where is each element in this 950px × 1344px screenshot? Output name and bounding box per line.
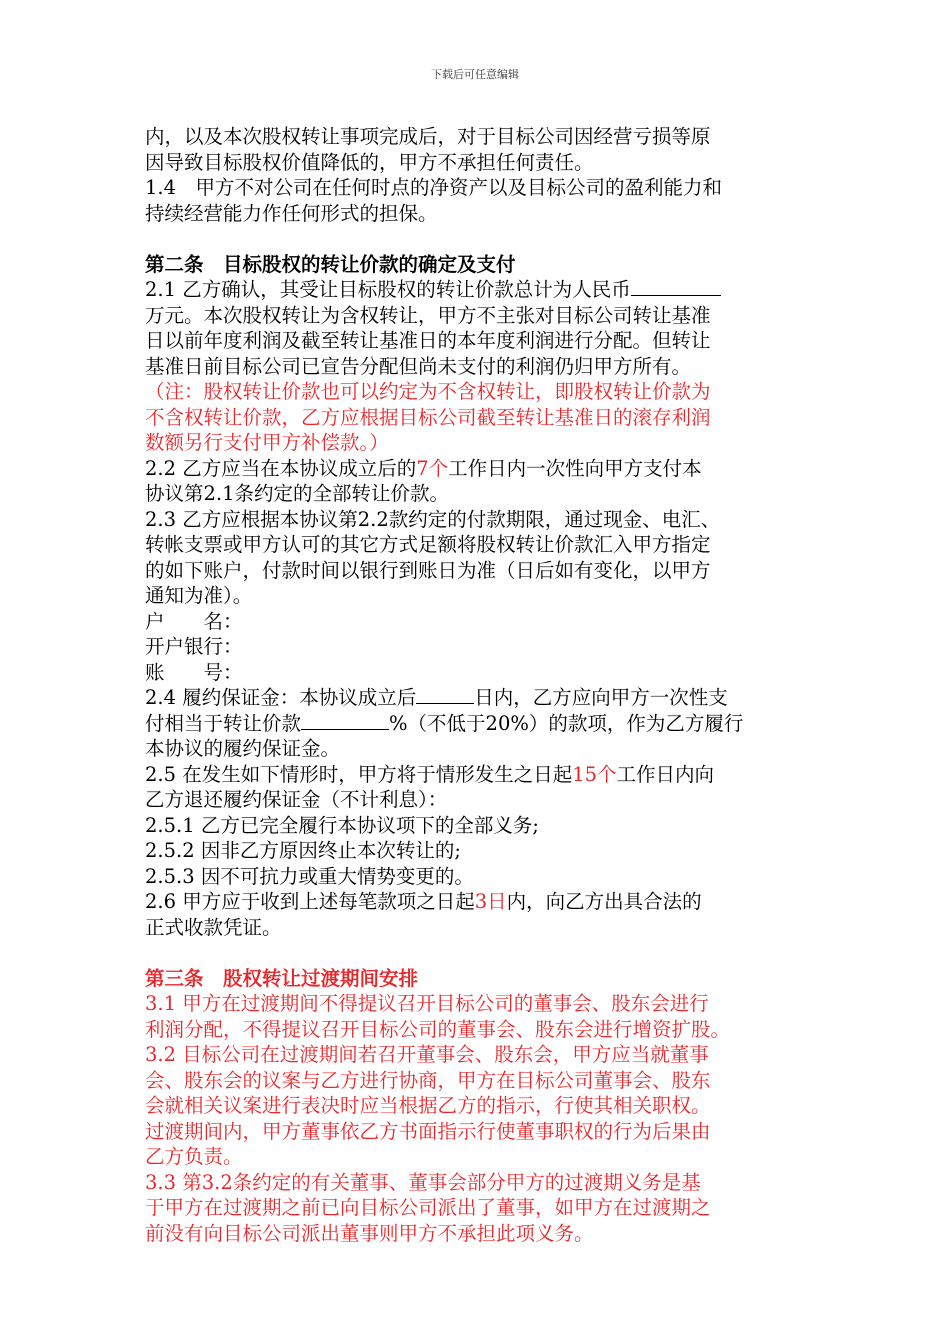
text-line: 乙方负责。 [145, 1145, 243, 1168]
document-body [145, 124, 815, 1246]
clause-2-5-text: 工作日内向 [616, 762, 715, 786]
clause-2-2 [145, 456, 815, 482]
clause-2-2-text: 工作日内一次性向甲方支付本 [448, 456, 702, 480]
text-line: 过渡期间内，甲方董事依乙方书面指示行使董事职权的行为后果由 [145, 1119, 711, 1143]
percent-blank [301, 712, 389, 730]
clause-2-3: 2.3 乙方应根据本协议第2.2款约定的付款期限，通过现金、电汇、 [145, 507, 721, 531]
clause-2-5-text: 2.5 在发生如下情形时，甲方将于情形发生之日起 [145, 762, 573, 786]
text-line [145, 711, 815, 737]
clause-2-5-1: 2.5.1 乙方已完全履行本协议项下的全部义务; [145, 813, 539, 837]
text-line: 持续经营能力作任何形式的担保。 [145, 201, 438, 225]
clause-2-1 [145, 277, 815, 303]
text-line: 利润分配，不得提议召开目标公司的董事会、股东会进行增资扩股。 [145, 1017, 731, 1041]
price-blank [631, 278, 721, 296]
article-2-heading: 第二条 目标股权的转让价款的确定及支付 [145, 252, 516, 276]
text-line: 前没有向目标公司派出董事则甲方不承担此项义务。 [145, 1221, 594, 1245]
clause-2-6 [145, 889, 815, 915]
clause-2-4-text: 2.4 履约保证金：本协议成立后 [145, 686, 417, 709]
text-line: 内，以及本次股权转让事项完成后，对于目标公司因经营亏损等原 [145, 125, 711, 148]
note-line: 数额另行支付甲方补偿款。） [145, 431, 389, 454]
article-3-heading: 第三条 股权转让过渡期间安排 [145, 966, 419, 990]
clause-3-2: 3.2 目标公司在过渡期间若召开董事会、股东会，甲方应当就董事 [145, 1043, 709, 1066]
bank-label: 开户银行： [145, 635, 243, 658]
highlight-days: 7个 [416, 456, 449, 480]
clause-2-2-text: 2.2 乙方应当在本协议成立后的 [145, 456, 417, 480]
clause-3-3: 3.3 第3.2条约定的有关董事、董事会部分甲方的过渡期义务是基 [145, 1170, 701, 1194]
clause-2-5-2: 2.5.2 因非乙方原因终止本次转让的; [145, 839, 461, 862]
clause-2-4 [145, 685, 815, 711]
text-line: 基准日前目标公司已宣告分配但尚未支付的利润仍归甲方所有。 [145, 354, 692, 378]
clause-2-5 [145, 762, 815, 788]
text-line: 日以前年度利润及截至转让基准日的本年度利润进行分配。但转让 [145, 329, 711, 352]
text-line: 通知为准）。 [145, 584, 253, 607]
account-name-label: 户 名： [145, 609, 243, 633]
text-line: 于甲方在过渡期之前已向目标公司派出了董事，如甲方在过渡期之 [145, 1196, 711, 1219]
clause-2-5-3: 2.5.3 因不可抗力或重大情势变更的。 [145, 864, 474, 888]
highlight-days: 15个 [572, 762, 617, 786]
text-line: 乙方退还履约保证金（不计利息）： [145, 788, 448, 811]
clause-1-4: 1.4 甲方不对公司在任何时点的净资产以及目标公司的盈利能力和 [145, 176, 723, 199]
days-blank [416, 686, 474, 704]
clause-2-6-text: 内，向乙方出具合法的 [506, 890, 702, 913]
clause-2-4-text: 日内，乙方应向甲方一次性支 [474, 686, 728, 709]
text-line: 的如下账户，付款时间以银行到账日为准（日后如有变化，以甲方 [145, 558, 711, 582]
clause-2-4-text: %（不低于20%）的款项，作为乙方履行 [389, 711, 744, 735]
text-line: 协议第2.1条约定的全部转让价款。 [145, 482, 450, 505]
text-line: 本协议的履约保证金。 [145, 737, 341, 760]
text-line: 万元。本次股权转让为含权转让，甲方不主张对目标公司转让基准 [145, 303, 711, 327]
note-line: 不含权转让价款，乙方应根据目标公司截至转让基准日的滚存利润 [145, 405, 711, 429]
page-header: 下载后可任意编辑 [431, 68, 519, 81]
note-line: （注：股权转让价款也可以约定为不含权转让，即股权转让价款为 [145, 380, 711, 403]
text-line: 因导致目标股权价值降低的，甲方不承担任何责任。 [145, 150, 594, 174]
text-line: 转帐支票或甲方认可的其它方式足额将股权转让价款汇入甲方指定 [145, 533, 711, 556]
text-line: 会就相关议案进行表决时应当根据乙方的指示，行使其相关职权。 [145, 1094, 711, 1117]
account-number-label: 账 号： [145, 660, 243, 684]
clause-2-6-text: 2.6 甲方应于收到上述每笔款项之日起 [145, 890, 475, 913]
clause-3-1: 3.1 甲方在过渡期间不得提议召开目标公司的董事会、股东会进行 [145, 992, 709, 1015]
text-line: 会、股东会的议案与乙方进行协商，甲方在目标公司董事会、股东 [145, 1068, 711, 1092]
highlight-days: 3日 [474, 890, 507, 913]
clause-2-4-text: 付相当于转让价款 [145, 711, 302, 735]
clause-2-1-text: 2.1 乙方确认，其受让目标股权的转让价款总计为人民币 [145, 278, 631, 301]
text-line: 正式收款凭证。 [145, 915, 282, 939]
